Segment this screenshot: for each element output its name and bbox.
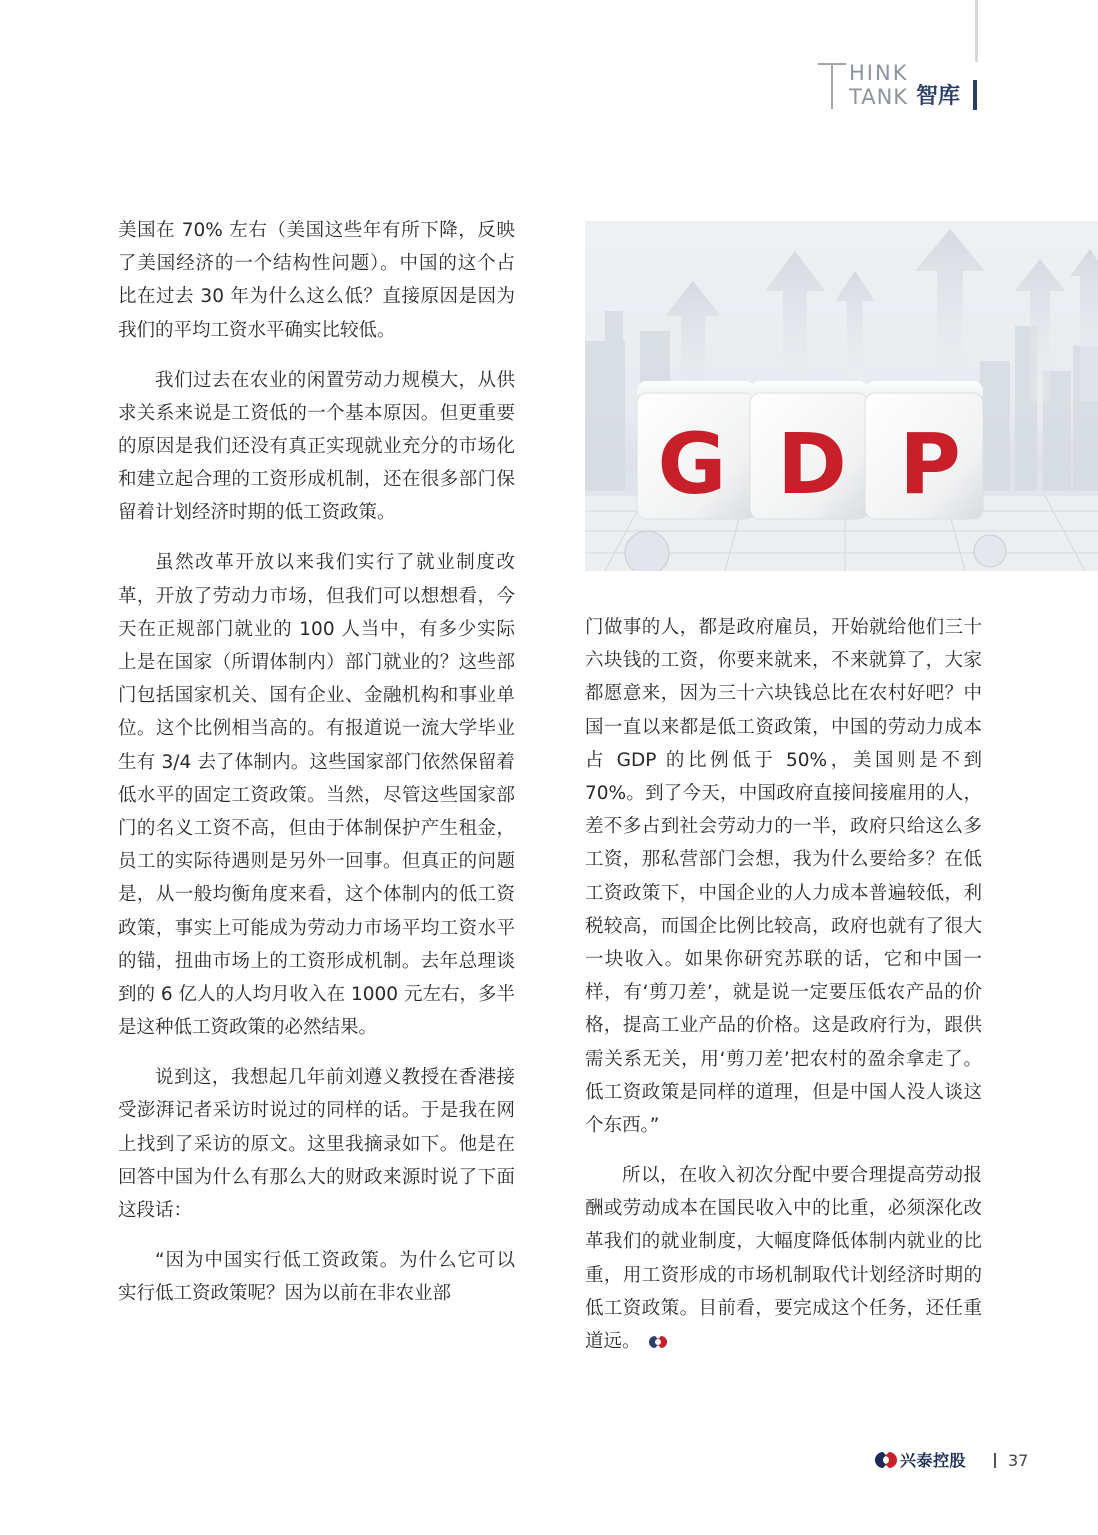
- gdp-illustration: [585, 221, 1098, 571]
- paragraph-closing: [585, 1159, 982, 1358]
- paragraph: 美国在 70% 左右（美国这些年有所下降，反映了美国经济的一个结构性问题）。中国的这个占比在过去 30 年为什么这么低？直接原因是因为我们的平均工资水平确实比较低。: [118, 220, 515, 341]
- gdp-letter-d: D: [777, 415, 847, 513]
- paragraph-text: 所以，在收入初次分配中要合理提高劳动报酬或劳动成本在国民收入中的比重，必须深化改革我们的就业制度，大幅度降低体制内就业的比重，用工资形成的市场机制取代计划经济时期的低工资政策。目前看，要完成这个任务，还任重道远。: [585, 1165, 982, 1353]
- header-think: HINK: [849, 61, 909, 85]
- gdp-blocks: [637, 381, 983, 519]
- header-zhiku: 智库: [916, 84, 961, 109]
- paragraph: 虽然改革开放以来我们实行了就业制度改革，开放了劳动力市场，但我们可以想想看，今天在正规部门就业的 100 人当中，有多少实际上是在国家（所谓体制内）部门就业的？这些部门包括国家机关、国有企业、金融机构和事业单位。这个比例相当高的。有报道说一流大学毕业生有 3/4 去了体制内。这些国家部门依然保留着低水平的固定工资政策。当然，尽管这些国家部门的名义工资不高，但由于体制保护产生租金，员工的实际待遇则是另外一回事。但真正的问题是，从一般均衡角度来看，这个体制内的低工资政策，事实上可能成为劳动力市场平均工资水平的锚，扭曲市场上的工资形成机制。去年总理谈到的 6 亿人的人均月收入在 1000 元左右，多半是这种低工资政策的必然结果。: [118, 552, 515, 1039]
- header-accent-bar: [973, 80, 977, 110]
- paragraph: “因为中国实行低工资政策。为什么它可以实行低工资政策呢？因为以前在非农业部: [118, 1250, 515, 1305]
- think-tank-header: [817, 60, 987, 110]
- right-column: [585, 611, 982, 1358]
- paragraph: 说到这，我想起几年前刘遵义教授在香港接受澎湃记者采访时说过的同样的话。于是我在网上找到了采访的原文。这里我摘录如下。他是在回答中国为什么有那么大的财政来源时说了下面这段话：: [118, 1067, 515, 1222]
- footer-divider: [994, 1453, 996, 1468]
- big-t-glyph: [817, 62, 847, 110]
- header-top-rule: [975, 0, 978, 62]
- left-column: [118, 214, 515, 1310]
- paragraph: 我们过去在农业的闲置劳动力规模大，从供求关系来说是工资低的一个基本原因。但更重要的原因是我们还没有真正实现就业充分的市场化和建立起合理的工资形成机制，还在很多部门保留着计划经济时期的低工资政策。: [118, 369, 515, 524]
- paragraph: 门做事的人，都是政府雇员，开始就给他们三十六块钱的工资，你要来就来，不来就算了，大家都愿意来，因为三十六块钱总比在农村好吧？中国一直以来都是低工资政策，中国的劳动力成本占 GDP 的比例低于 50%，美国则是不到 70%。到了今天，中国政府直接间接雇用的人，差不多占到社会劳动力的一半，政府只给这么多工资，那私营部门会想，我为什么要给多？在低工资政策下，中国企业的人力成本普遍较低，利税较高，而国企比例比较高，政府也就有了很大一块收入。如果你研究苏联的话，它和中国一样，有‘剪刀差’，就是说一定要压低农产品的价格，提高工业产品的价格。这是政府行为，跟供需关系无关，用‘剪刀差’把农村的盈余拿走了。低工资政策是同样的道理，但是中国人没人谈这个东西。”: [585, 617, 982, 1137]
- end-mark-icon: [647, 1335, 669, 1349]
- gdp-letter-p: P: [899, 415, 961, 513]
- brand-name: 兴泰控股: [900, 1451, 967, 1470]
- page-number: 37: [1008, 1451, 1029, 1470]
- gdp-letter-g: G: [657, 415, 727, 513]
- header-tank: TANK: [849, 85, 909, 109]
- xingtai-logo-icon: [874, 1450, 898, 1470]
- page-footer: [874, 1448, 1044, 1474]
